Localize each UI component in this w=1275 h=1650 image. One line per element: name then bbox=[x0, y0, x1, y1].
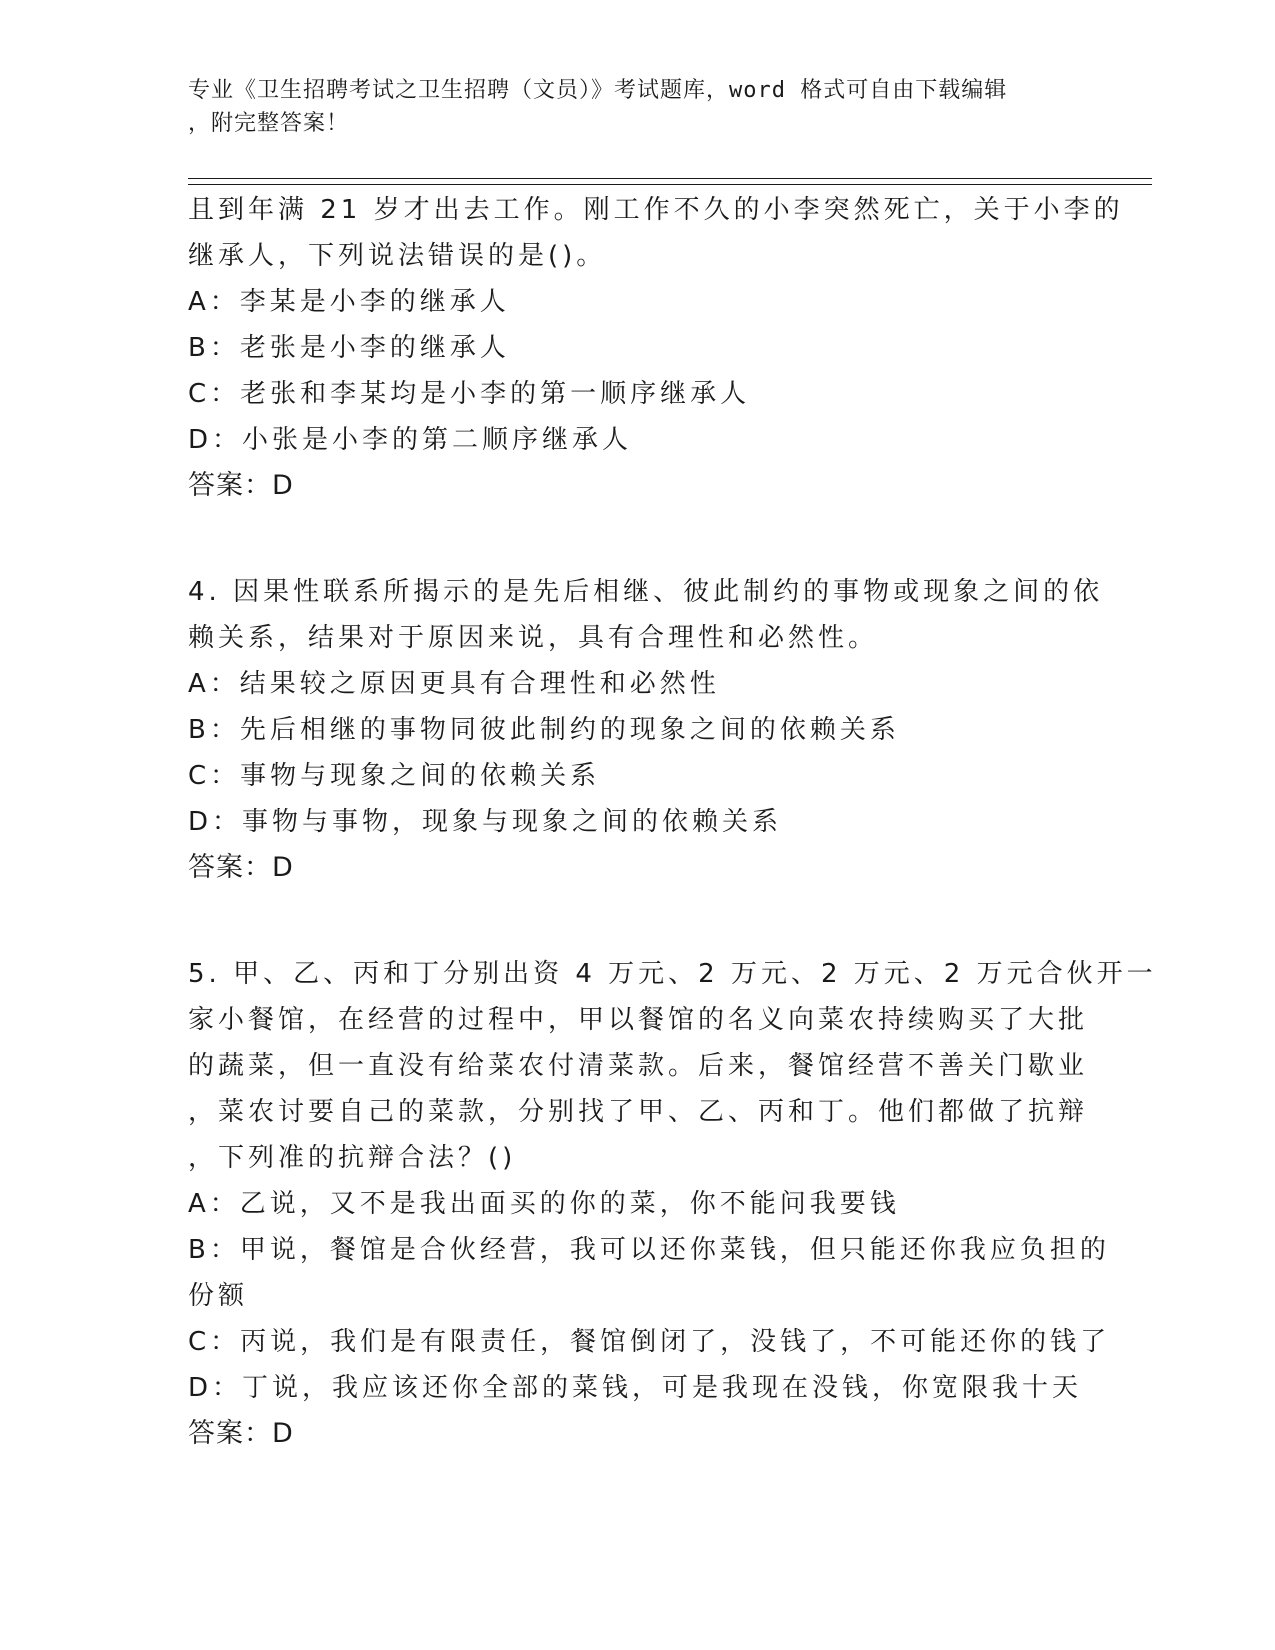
option-b-continued: 份额 bbox=[188, 1281, 249, 1311]
question-stem-line: 赖关系，结果对于原因来说，具有合理性和必然性。 bbox=[188, 623, 879, 653]
option-c: C：事物与现象之间的依赖关系 bbox=[188, 761, 601, 791]
option-d: D：丁说，我应该还你全部的菜钱，可是我现在没钱，你宽限我十天 bbox=[188, 1373, 1083, 1403]
question-stem-line: ，下列准的抗辩合法？() bbox=[188, 1143, 517, 1173]
question-5 bbox=[188, 951, 1157, 1457]
answer-label: 答案：D bbox=[188, 470, 294, 501]
option-d: D：事物与事物，现象与现象之间的依赖关系 bbox=[188, 807, 783, 837]
question-stem-line: 家小餐馆，在经营的过程中，甲以餐馆的名义向菜农持续购买了大批 bbox=[188, 1005, 1089, 1035]
header-rule-top bbox=[188, 178, 1152, 179]
question-4 bbox=[188, 569, 1104, 891]
option-a: A：乙说，又不是我出面买的你的菜，你不能问我要钱 bbox=[188, 1189, 900, 1219]
question-stem-line: 4. 因果性联系所揭示的是先后相继、彼此制约的事物或现象之间的依 bbox=[188, 577, 1104, 607]
header-line-1: 专业《卫生招聘考试之卫生招聘（文员）》考试题库，word 格式可自由下载编辑 bbox=[188, 78, 1008, 103]
question-stem-line: 5. 甲、乙、丙和丁分别出资 4 万元、2 万元、2 万元、2 万元合伙开一 bbox=[188, 959, 1157, 989]
option-c: C：丙说，我们是有限责任，餐馆倒闭了，没钱了，不可能还你的钱了 bbox=[188, 1327, 1111, 1357]
option-b: B：先后相继的事物同彼此制约的现象之间的依赖关系 bbox=[188, 715, 900, 745]
question-list bbox=[188, 187, 1157, 1457]
option-d: D：小张是小李的第二顺序继承人 bbox=[188, 425, 633, 455]
option-b: B：老张是小李的继承人 bbox=[188, 333, 510, 363]
answer-label: 答案：D bbox=[188, 1418, 294, 1449]
question-stem-line: 且到年满 21 岁才出去工作。刚工作不久的小李突然死亡，关于小李的 bbox=[188, 195, 1124, 225]
option-b: B：甲说，餐馆是合伙经营，我可以还你菜钱，但只能还你我应负担的 bbox=[188, 1235, 1110, 1265]
document-header bbox=[188, 74, 1068, 140]
question-stem-line: 继承人，下列说法错误的是()。 bbox=[188, 241, 607, 271]
question-spacer bbox=[188, 891, 1088, 951]
question-stem-line: 的蔬菜，但一直没有给菜农付清菜款。后来，餐馆经营不善关门歇业 bbox=[188, 1051, 1089, 1081]
header-rule-bottom bbox=[188, 184, 1152, 185]
answer-label: 答案：D bbox=[188, 852, 294, 883]
question-stem-line: ，菜农讨要自己的菜款，分别找了甲、乙、丙和丁。他们都做了抗辩 bbox=[188, 1097, 1089, 1127]
question-spacer bbox=[188, 509, 1088, 569]
option-a: A：李某是小李的继承人 bbox=[188, 287, 510, 317]
option-a: A：结果较之原因更具有合理性和必然性 bbox=[188, 669, 720, 699]
option-c: C：老张和李某均是小李的第一顺序继承人 bbox=[188, 379, 751, 409]
header-line-2: ，附完整答案！ bbox=[188, 111, 350, 136]
question-3 bbox=[188, 187, 1124, 509]
